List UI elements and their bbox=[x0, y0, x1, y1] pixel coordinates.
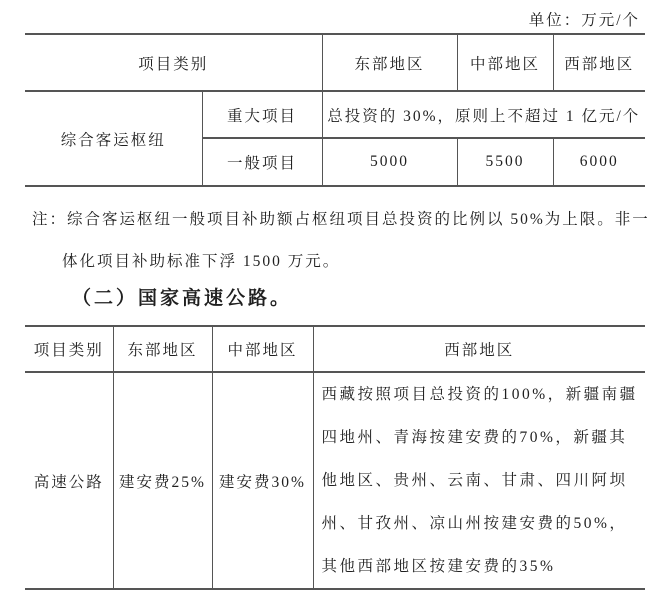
west-value-line: 西藏按照项目总投资的100%，新疆南疆 bbox=[321, 386, 638, 403]
note-line: 体化项目补助标准下浮 1500 万元。 bbox=[62, 253, 341, 270]
header-category: 项目类别 bbox=[25, 34, 322, 91]
header-east: 东部地区 bbox=[113, 326, 212, 372]
table-header-row bbox=[25, 34, 645, 91]
header-west: 西部地区 bbox=[553, 34, 645, 91]
table-header-row bbox=[25, 326, 645, 372]
unit-label: 单位：万元/个 bbox=[528, 12, 640, 29]
west-value-line: 四地州、青海按建安费的70%，新疆其 bbox=[321, 429, 628, 446]
header-west: 西部地区 bbox=[313, 326, 645, 372]
header-category: 项目类别 bbox=[25, 326, 113, 372]
major-project-row bbox=[25, 91, 645, 138]
header-central: 中部地区 bbox=[212, 326, 313, 372]
major-project-value-cell: 总投资的 30%，原则上不超过 1 亿元/个 bbox=[322, 91, 645, 138]
section-heading: （二）国家高速公路。 bbox=[72, 288, 293, 309]
highway-label-cell: 高速公路 bbox=[33, 473, 104, 491]
general-project-label-cell: 一般项目 bbox=[227, 155, 298, 172]
general-west-value-cell: 6000 bbox=[553, 138, 645, 186]
highway-west-value-cell bbox=[313, 372, 645, 589]
hub-subsidy-table bbox=[25, 33, 645, 187]
west-value-line: 其他西部地区按建安费的35% bbox=[321, 558, 556, 575]
highway-subsidy-table bbox=[25, 325, 645, 590]
table-note bbox=[32, 199, 650, 283]
general-east-value-cell: 5000 bbox=[322, 138, 457, 186]
header-east: 东部地区 bbox=[322, 34, 457, 91]
group-label-cell: 综合客运枢纽 bbox=[25, 91, 202, 186]
west-value-line: 他地区、贵州、云南、甘肃、四川阿坝 bbox=[321, 472, 628, 489]
highway-central-value-cell: 建安费30% bbox=[212, 372, 313, 589]
note-line: 注：综合客运枢纽一般项目补助额占枢纽项目总投资的比例以 50%为上限。非一 bbox=[32, 211, 650, 228]
west-value-line: 州、甘孜州、凉山州按建安费的50%， bbox=[321, 515, 628, 532]
general-central-value-cell: 5500 bbox=[457, 138, 553, 186]
highway-east-value-cell: 建安费25% bbox=[113, 372, 212, 589]
header-central: 中部地区 bbox=[457, 34, 553, 91]
major-project-label-cell: 重大项目 bbox=[202, 91, 322, 138]
highway-row bbox=[25, 372, 645, 589]
